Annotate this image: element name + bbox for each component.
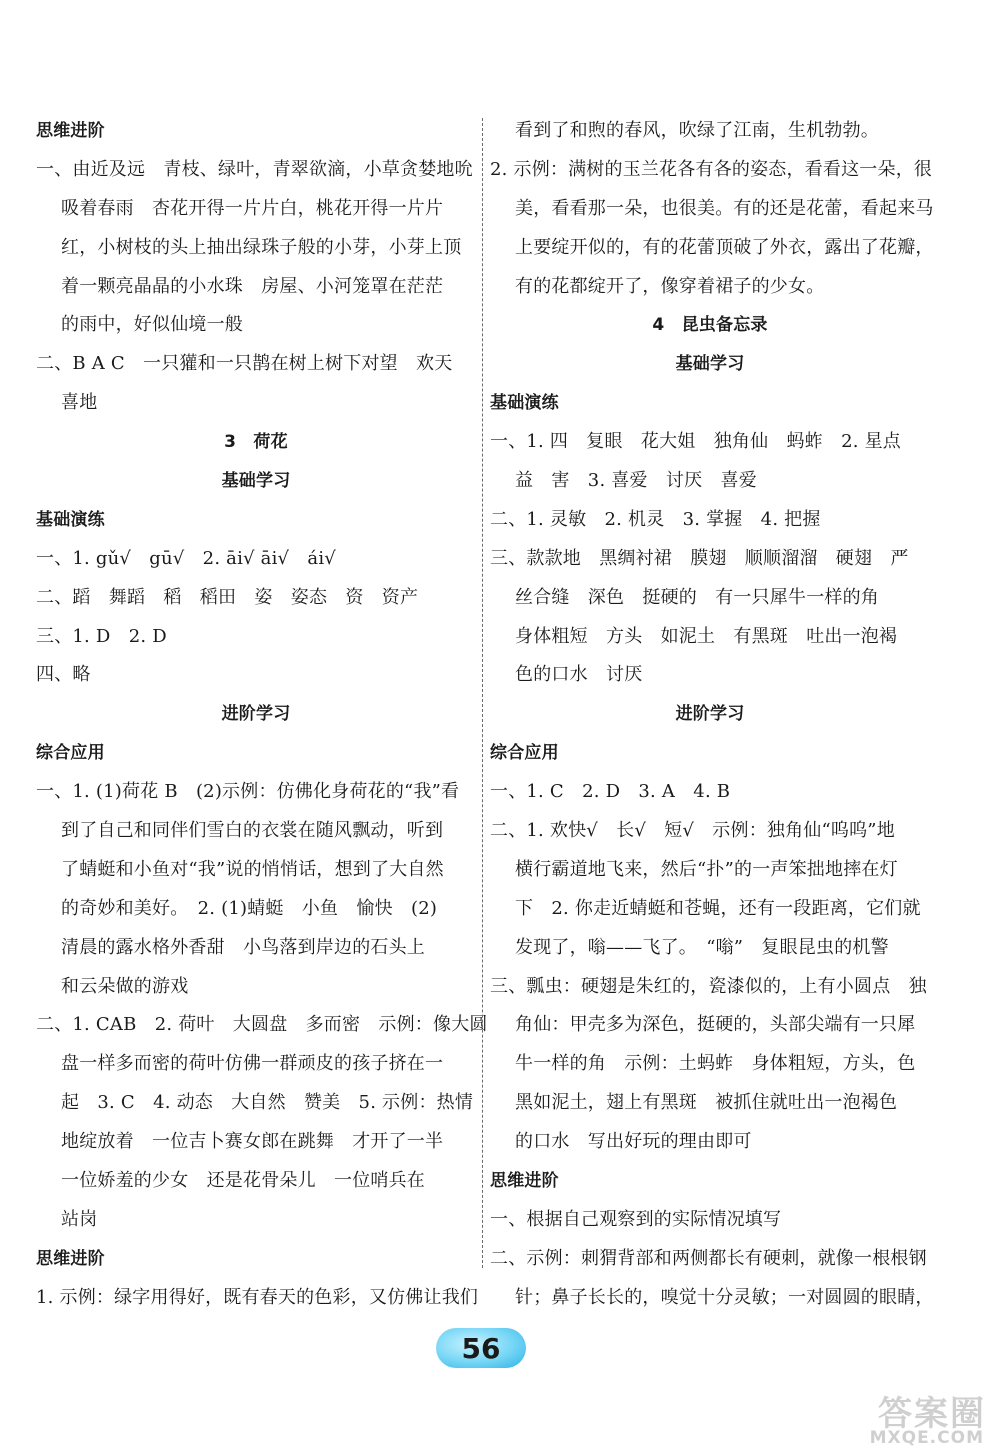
text-line: 牛一样的角 示例：土蚂蚱 身体粗短，方头，色 bbox=[515, 1053, 916, 1075]
text-line: 上要绽开似的，有的花蕾顶破了外衣，露出了花瓣， bbox=[515, 236, 934, 258]
right-column bbox=[490, 112, 934, 1318]
text-line: 2. 示例：满树的玉兰花各有各的姿态，看看这一朵，很 bbox=[490, 158, 933, 180]
section-heading: 4 昆虫备忘录 bbox=[652, 315, 768, 336]
text-line: 身体粗短 方头 如泥土 有黑斑 吐出一泡褐 bbox=[515, 625, 898, 647]
section-heading: 基础演练 bbox=[490, 393, 559, 414]
section-heading: 进阶学习 bbox=[221, 704, 291, 725]
text-line: 三、瓢虫：硬翅是朱红的，瓷漆似的，上有小圆点 独 bbox=[490, 975, 927, 997]
text-line: 看到了和煦的春风，吹绿了江南，生机勃勃。 bbox=[515, 120, 879, 141]
text-line: 吸着春雨 杏花开得一片片白，桃花开得一片片 bbox=[61, 197, 444, 219]
section-heading: 综合应用 bbox=[36, 743, 105, 764]
text-line: 一、由近及远 青枝、绿叶，青翠欲滴，小草贪婪地吮 bbox=[36, 158, 473, 180]
text-line: 盘一样多而密的荷叶仿佛一群顽皮的孩子挤在一 bbox=[61, 1053, 444, 1075]
section-heading: 基础学习 bbox=[221, 471, 291, 492]
section-heading: 基础演练 bbox=[36, 509, 105, 530]
section-heading: 思维进阶 bbox=[36, 1248, 105, 1269]
text-line: 二、1. CAB 2. 荷叶 大圆盘 多而密 示例：像大圆 bbox=[36, 1014, 488, 1036]
section-heading: 思维进阶 bbox=[490, 1171, 559, 1192]
page-number: 56 bbox=[461, 1331, 501, 1365]
section-heading: 基础学习 bbox=[675, 354, 745, 375]
text-line: 色的口水 讨厌 bbox=[515, 664, 643, 686]
text-line: 的口水 写出好玩的理由即可 bbox=[515, 1131, 752, 1153]
text-line: 二、1. 灵敏 2. 机灵 3. 掌握 4. 把握 bbox=[490, 508, 821, 530]
text-line: 黑如泥土，翅上有黑斑 被抓住就吐出一泡褐色 bbox=[515, 1092, 898, 1114]
text-line: 一、1. 四 复眼 花大姐 独角仙 蚂蚱 2. 星点 bbox=[490, 431, 901, 453]
text-line: 二、蹈 舞蹈 稻 稻田 姿 姿态 资 资产 bbox=[36, 586, 419, 608]
watermark-sub-text: MXQE.COM bbox=[869, 1428, 984, 1448]
text-line: 益 害 3. 喜爱 讨厌 喜爱 bbox=[515, 470, 757, 492]
text-line: 站岗 bbox=[61, 1208, 98, 1230]
text-line: 角仙：甲壳多为深色，挺硬的，头部尖端有一只犀 bbox=[515, 1014, 916, 1036]
text-line: 二、示例：刺猬背部和两侧都长有硬刺，就像一根根钢 bbox=[490, 1247, 927, 1269]
text-line: 喜地 bbox=[61, 392, 98, 414]
text-line: 美，看看那一朵，也很美。有的还是花蕾，看起来马 bbox=[515, 197, 934, 219]
section-heading: 思维进阶 bbox=[36, 121, 105, 141]
text-line: 1. 示例：绿字用得好，既有春天的色彩，又仿佛让我们 bbox=[36, 1286, 479, 1308]
text-line: 的雨中，好似仙境一般 bbox=[61, 314, 243, 336]
watermark-main-text: 答案圈 bbox=[878, 1394, 986, 1434]
text-line: 丝合缝 深色 挺硬的 有一只犀牛一样的角 bbox=[515, 586, 879, 608]
section-heading: 3 荷花 bbox=[224, 432, 288, 453]
text-line: 针；鼻子长长的，嗅觉十分灵敏；一对圆圆的眼睛， bbox=[515, 1286, 934, 1308]
text-line: 一、1. C 2. D 3. A 4. B bbox=[490, 781, 731, 803]
text-line: 三、1. D 2. D bbox=[36, 625, 167, 647]
text-line: 二、B A C 一只獾和一只鹊在树上树下对望 欢天 bbox=[36, 353, 453, 375]
watermark-logo bbox=[842, 1386, 992, 1448]
text-line: 红，小树枝的头上抽出绿珠子般的小芽，小芽上顶 bbox=[61, 236, 462, 258]
text-line: 和云朵做的游戏 bbox=[61, 975, 189, 997]
text-line: 横行霸道地飞来，然后“扑”的一声笨拙地摔在灯 bbox=[515, 858, 898, 880]
text-line: 四、略 bbox=[36, 664, 91, 686]
text-line: 起 3. C 4. 动态 大自然 赞美 5. 示例：热情 bbox=[61, 1092, 474, 1114]
text-line: 发现了，嗡——飞了。 “嗡” 复眼昆虫的机警 bbox=[515, 936, 889, 958]
text-line: 一、1. gǔ√ gū√ 2. āi√ āi√ ái√ bbox=[36, 547, 336, 569]
section-heading: 进阶学习 bbox=[675, 704, 745, 725]
text-line: 了蜻蜓和小鱼对“我”说的悄悄话，想到了大自然 bbox=[61, 858, 444, 880]
page-number-badge bbox=[436, 1328, 526, 1368]
text-line: 一、1. (1)荷花 B (2)示例：仿佛化身荷花的“我”看 bbox=[36, 781, 460, 803]
text-line: 二、1. 欢快√ 长√ 短√ 示例：独角仙“呜呜”地 bbox=[490, 820, 895, 842]
text-line: 的奇妙和美好。 2. (1)蜻蜓 小鱼 愉快 (2) bbox=[61, 897, 438, 919]
text-line: 三、款款地 黑绸衬裙 膜翅 顺顺溜溜 硬翅 严 bbox=[490, 547, 909, 569]
left-column bbox=[36, 112, 488, 1318]
section-heading: 综合应用 bbox=[490, 743, 559, 764]
text-line: 下 2. 你走近蜻蜓和苍蝇，还有一段距离，它们就 bbox=[515, 897, 921, 919]
column-divider bbox=[482, 118, 483, 1268]
text-line: 到了自己和同伴们雪白的衣裳在随风飘动，听到 bbox=[61, 820, 444, 842]
text-line: 清晨的露水格外香甜 小鸟落到岸边的石头上 bbox=[61, 936, 425, 958]
text-line: 有的花都绽开了，像穿着裙子的少女。 bbox=[515, 275, 825, 297]
text-line: 一位娇羞的少女 还是花骨朵儿 一位哨兵在 bbox=[61, 1170, 425, 1192]
text-line: 一、根据自己观察到的实际情况填写 bbox=[490, 1208, 782, 1230]
text-line: 地绽放着 一位吉卜赛女郎在跳舞 才开了一半 bbox=[61, 1131, 444, 1153]
text-line: 着一颗亮晶晶的小水珠 房屋、小河笼罩在茫茫 bbox=[61, 275, 444, 297]
